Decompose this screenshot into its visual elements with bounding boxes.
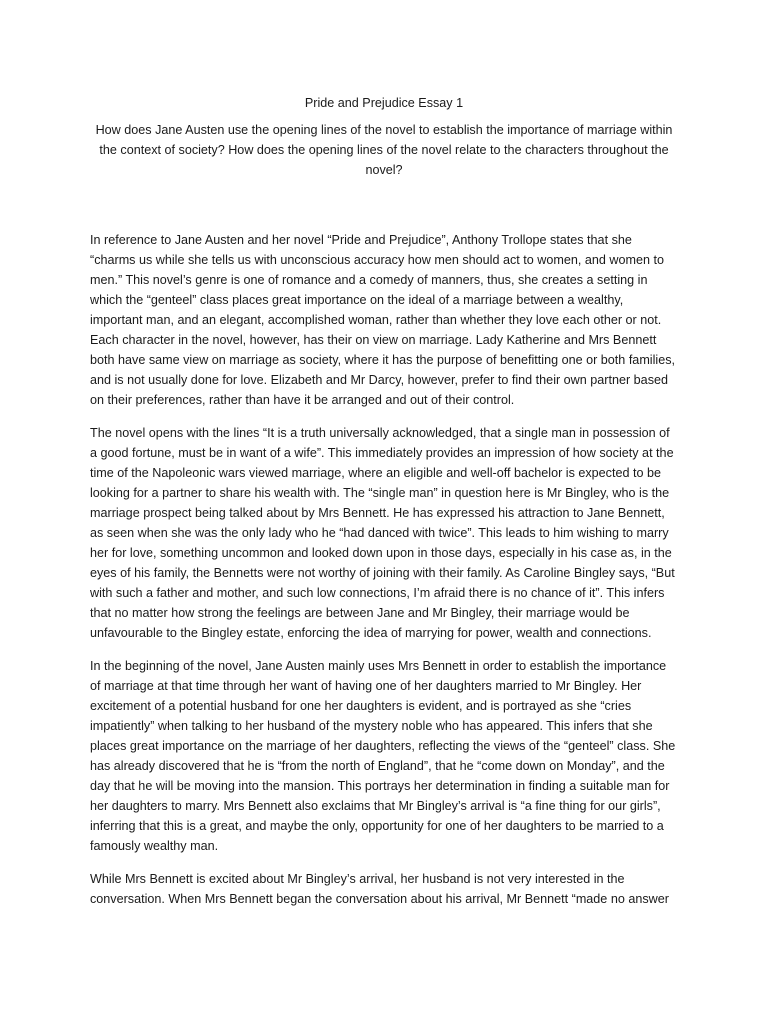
paragraph: In the beginning of the novel, Jane Austen mainly uses Mrs Bennett in order to establish the importance of marriage at that time through her want of having one of her daughters married to Mr Bingley. Her excitement of a potential husband for one her daughters is evident, and is portrayed as she “cries impatiently” when talking to her husband of the mystery noble who has appeared. This infers that she places great importance on the marriage of her daughters, reflecting the views of the “genteel” class. She has already discovered that he is “from the north of England”, that he “come down on Monday”, and the day that he will be moving into the mansion. This portrays her determination in finding a suitable man for her daughters to marry. Mrs Bennett also exclaims that Mr Bingley’s arrival is “a fine thing for our girls”, inferring that this is a great, and maybe the only, opportunity for one of her daughters to be married to a famously wealthy man.: [90, 659, 676, 853]
paragraph: In reference to Jane Austen and her novel “Pride and Prejudice”, Anthony Trollope states that she “charms us while she tells us with unconscious accuracy how men should act to women, and women to men.” This novel’s genre is one of romance and a comedy of manners, thus, she creates a setting in which the “genteel” class places great importance on the ideal of a marriage between a wealthy, important man, and an elegant, accomplished woman, rather than whether they love each other or not. Each character in the novel, however, has their on view on marriage. Lady Katherine and Mrs Bennett both have same view on marriage as society, where it has the purpose of benefitting one or both families, and is not usually done for love. Elizabeth and Mr Darcy, however, prefer to find their own partner based on their preferences, rather than have it be arranged and out of their control.: [90, 233, 676, 407]
document-title: Pride and Prejudice Essay 1: [304, 96, 464, 110]
essay-question: How does Jane Austen use the opening lines of the novel to establish the importance of marriage within the context of society? How does the opening lines of the novel relate to the characters throughout the novel?: [95, 123, 673, 177]
paragraph: The novel opens with the lines “It is a truth universally acknowledged, that a single man in possession of a good fortune, must be in want of a wife”. This immediately provides an impression of how society at the time of the Napoleonic wars viewed marriage, where an eligible and well-off bachelor is expected to be looking for a partner to share his wealth with. The “single man” in question here is Mr Bingley, who is the marriage prospect being talked about by Mrs Bennett. He has expressed his attraction to Jane Bennett, as seen when she was the only lady who he “had danced with twice”. This leads to him wishing to marry her for love, something uncommon and looked down upon in those days, especially in his case as, in the eyes of his family, the Bennetts were not worthy of joining with their family. As Caroline Bingley says, “But with such a father and mother, and such low connections, I’m afraid there is no chance of it”. This infers that no matter how strong the feelings are between Jane and Mr Bingley, their marriage would be unfavourable to the Bingley estate, enforcing the idea of marrying for power, wealth and connections.: [90, 426, 675, 640]
paragraph: While Mrs Bennett is excited about Mr Bingley’s arrival, her husband is not very interested in the conversation. When Mrs Bennett began the conversation about his arrival, Mr Bennett “made no answer: [90, 872, 669, 906]
